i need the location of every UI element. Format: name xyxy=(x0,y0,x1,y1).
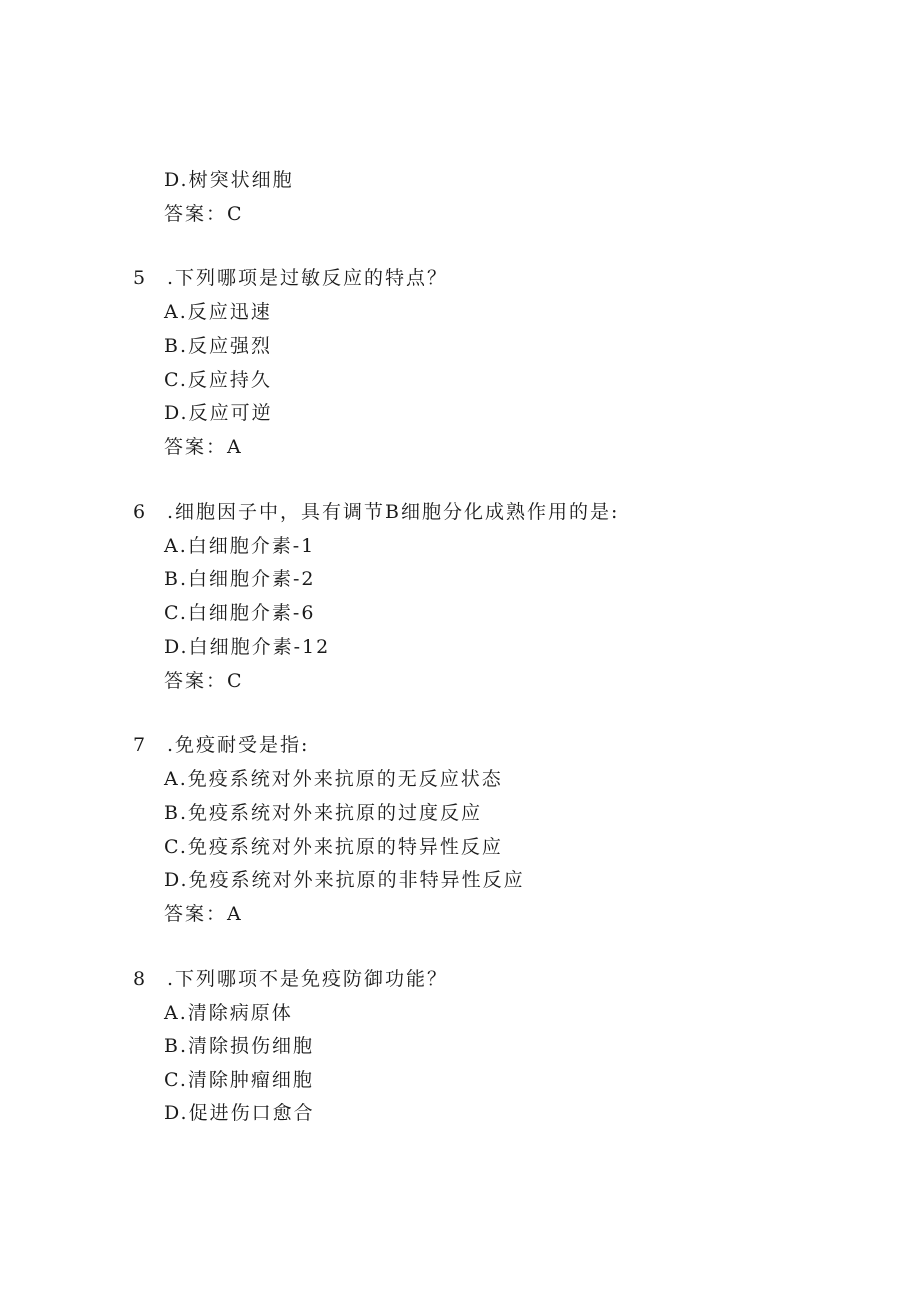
question-8-option-b: B.清除损伤细胞 xyxy=(164,1035,315,1057)
question-6-option-d: D.白细胞介素-12 xyxy=(164,636,331,658)
question-6-option-b: B.白细胞介素-2 xyxy=(164,568,316,590)
question-6-stem: .细胞因子中，具有调节B细胞分化成熟作用的是: xyxy=(167,501,620,523)
question-5-option-c: C.反应持久 xyxy=(164,369,272,391)
question-5-number: 5 xyxy=(133,267,148,289)
question-7-number: 7 xyxy=(133,734,148,756)
question-8-option-d: D.促进伤口愈合 xyxy=(164,1102,315,1124)
question-8-option-a: A.清除病原体 xyxy=(164,1002,293,1024)
question-5-option-a: A.反应迅速 xyxy=(164,301,272,323)
question-6-option-c: C.白细胞介素-6 xyxy=(164,602,316,624)
question-7-option-a: A.免疫系统对外来抗原的无反应状态 xyxy=(164,768,503,790)
question-5-option-d: D.反应可逆 xyxy=(164,402,273,424)
question-7-option-b: B.免疫系统对外来抗原的过度反应 xyxy=(164,802,483,824)
question-8-number: 8 xyxy=(133,968,148,990)
question-6-number: 6 xyxy=(133,501,148,523)
question-6-answer: 答案：C xyxy=(164,670,244,692)
question-7-answer: 答案：A xyxy=(164,903,243,925)
question-7-option-d: D.免疫系统对外来抗原的非特异性反应 xyxy=(164,869,525,891)
question-8 xyxy=(133,967,448,991)
prev-answer: 答案：C xyxy=(164,203,244,225)
question-6 xyxy=(133,500,619,524)
question-7-stem: .免疫耐受是指: xyxy=(167,734,310,756)
question-7-option-c: C.免疫系统对外来抗原的特异性反应 xyxy=(164,836,503,858)
question-8-option-c: C.清除肿瘤细胞 xyxy=(164,1069,314,1091)
question-5-option-b: B.反应强烈 xyxy=(164,335,273,357)
question-5 xyxy=(133,266,448,290)
question-5-stem: .下列哪项是过敏反应的特点？ xyxy=(167,267,449,289)
question-7 xyxy=(133,733,309,757)
question-5-answer: 答案：A xyxy=(164,436,243,458)
question-6-option-a: A.白细胞介素-1 xyxy=(164,535,316,557)
question-8-stem: .下列哪项不是免疫防御功能？ xyxy=(167,968,449,990)
prev-option-d: D.树突状细胞 xyxy=(164,169,294,191)
